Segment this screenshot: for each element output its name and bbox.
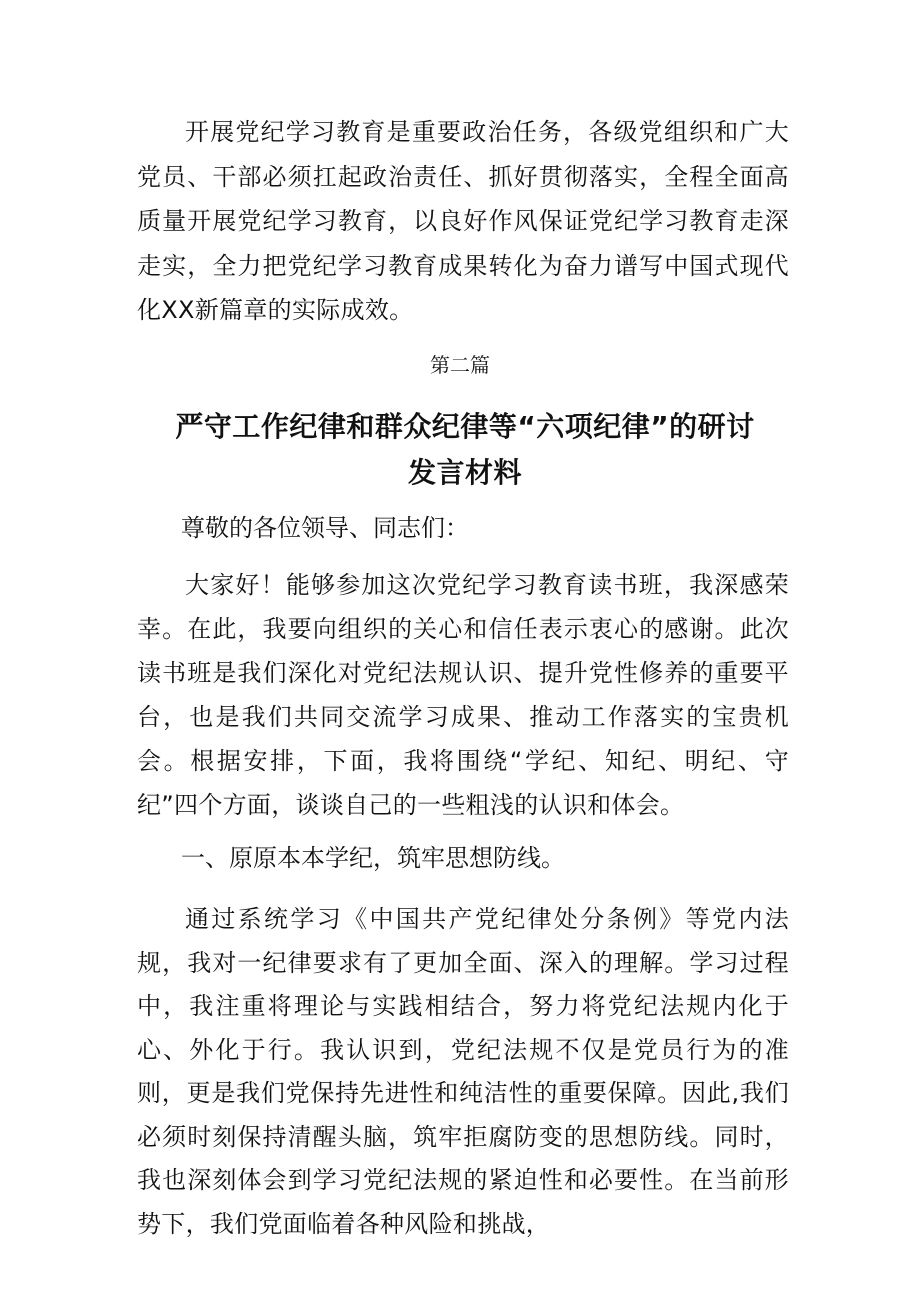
section-label: 第二篇 (430, 353, 490, 377)
document-title: 严守工作纪律和群众纪律等“六项纪律”的研讨发言材料 (175, 410, 755, 489)
salutation: 尊敬的各位领导、同志们： (181, 514, 469, 542)
intro-paragraph: 开展党纪学习教育是重要政治任务，各级党组织和广大党员、干部必须扛起政治责任、抓好贯彻落实，全程全面高质量开展党纪学习教育，以良好作风保证党纪学习教育走深走实，全力把党纪学习教育成果转化为奋力谱写中国式现代化XX新篇章的实际成效。 (137, 118, 789, 324)
greeting-paragraph: 大家好！能够参加这次党纪学习教育读书班，我深感荣幸。在此，我要向组织的关心和信任表示衷心的感谢。此次读书班是我们深化对党纪法规认识、提升党性修养的重要平台，也是我们共同交流学习成果、推动工作落实的宝贵机会。根据安排，下面，我将围绕“学纪、知纪、明纪、守纪”四个方面，谈谈自己的一些粗浅的认识和体会。 (137, 571, 789, 819)
section-heading-1: 一、原原本本学纪，筑牢思想防线。 (181, 844, 565, 872)
body-paragraph-1: 通过系统学习《中国共产党纪律处分条例》等党内法规，我对一纪律要求有了更加全面、深入的理解。学习过程中，我注重将理论与实践相结合，努力将党纪法规内化于心、外化于行。我认识到，党纪法规不仅是党员行为的准则，更是我们党保持先进性和纯洁性的重要保障。因此,我们必须时刻保持清醒头脑，筑牢拒腐防变的思想防线。同时，我也深刻体会到学习党纪法规的紧迫性和必要性。在当前形势下，我们党面临着各种风险和挑战， (137, 905, 789, 1238)
